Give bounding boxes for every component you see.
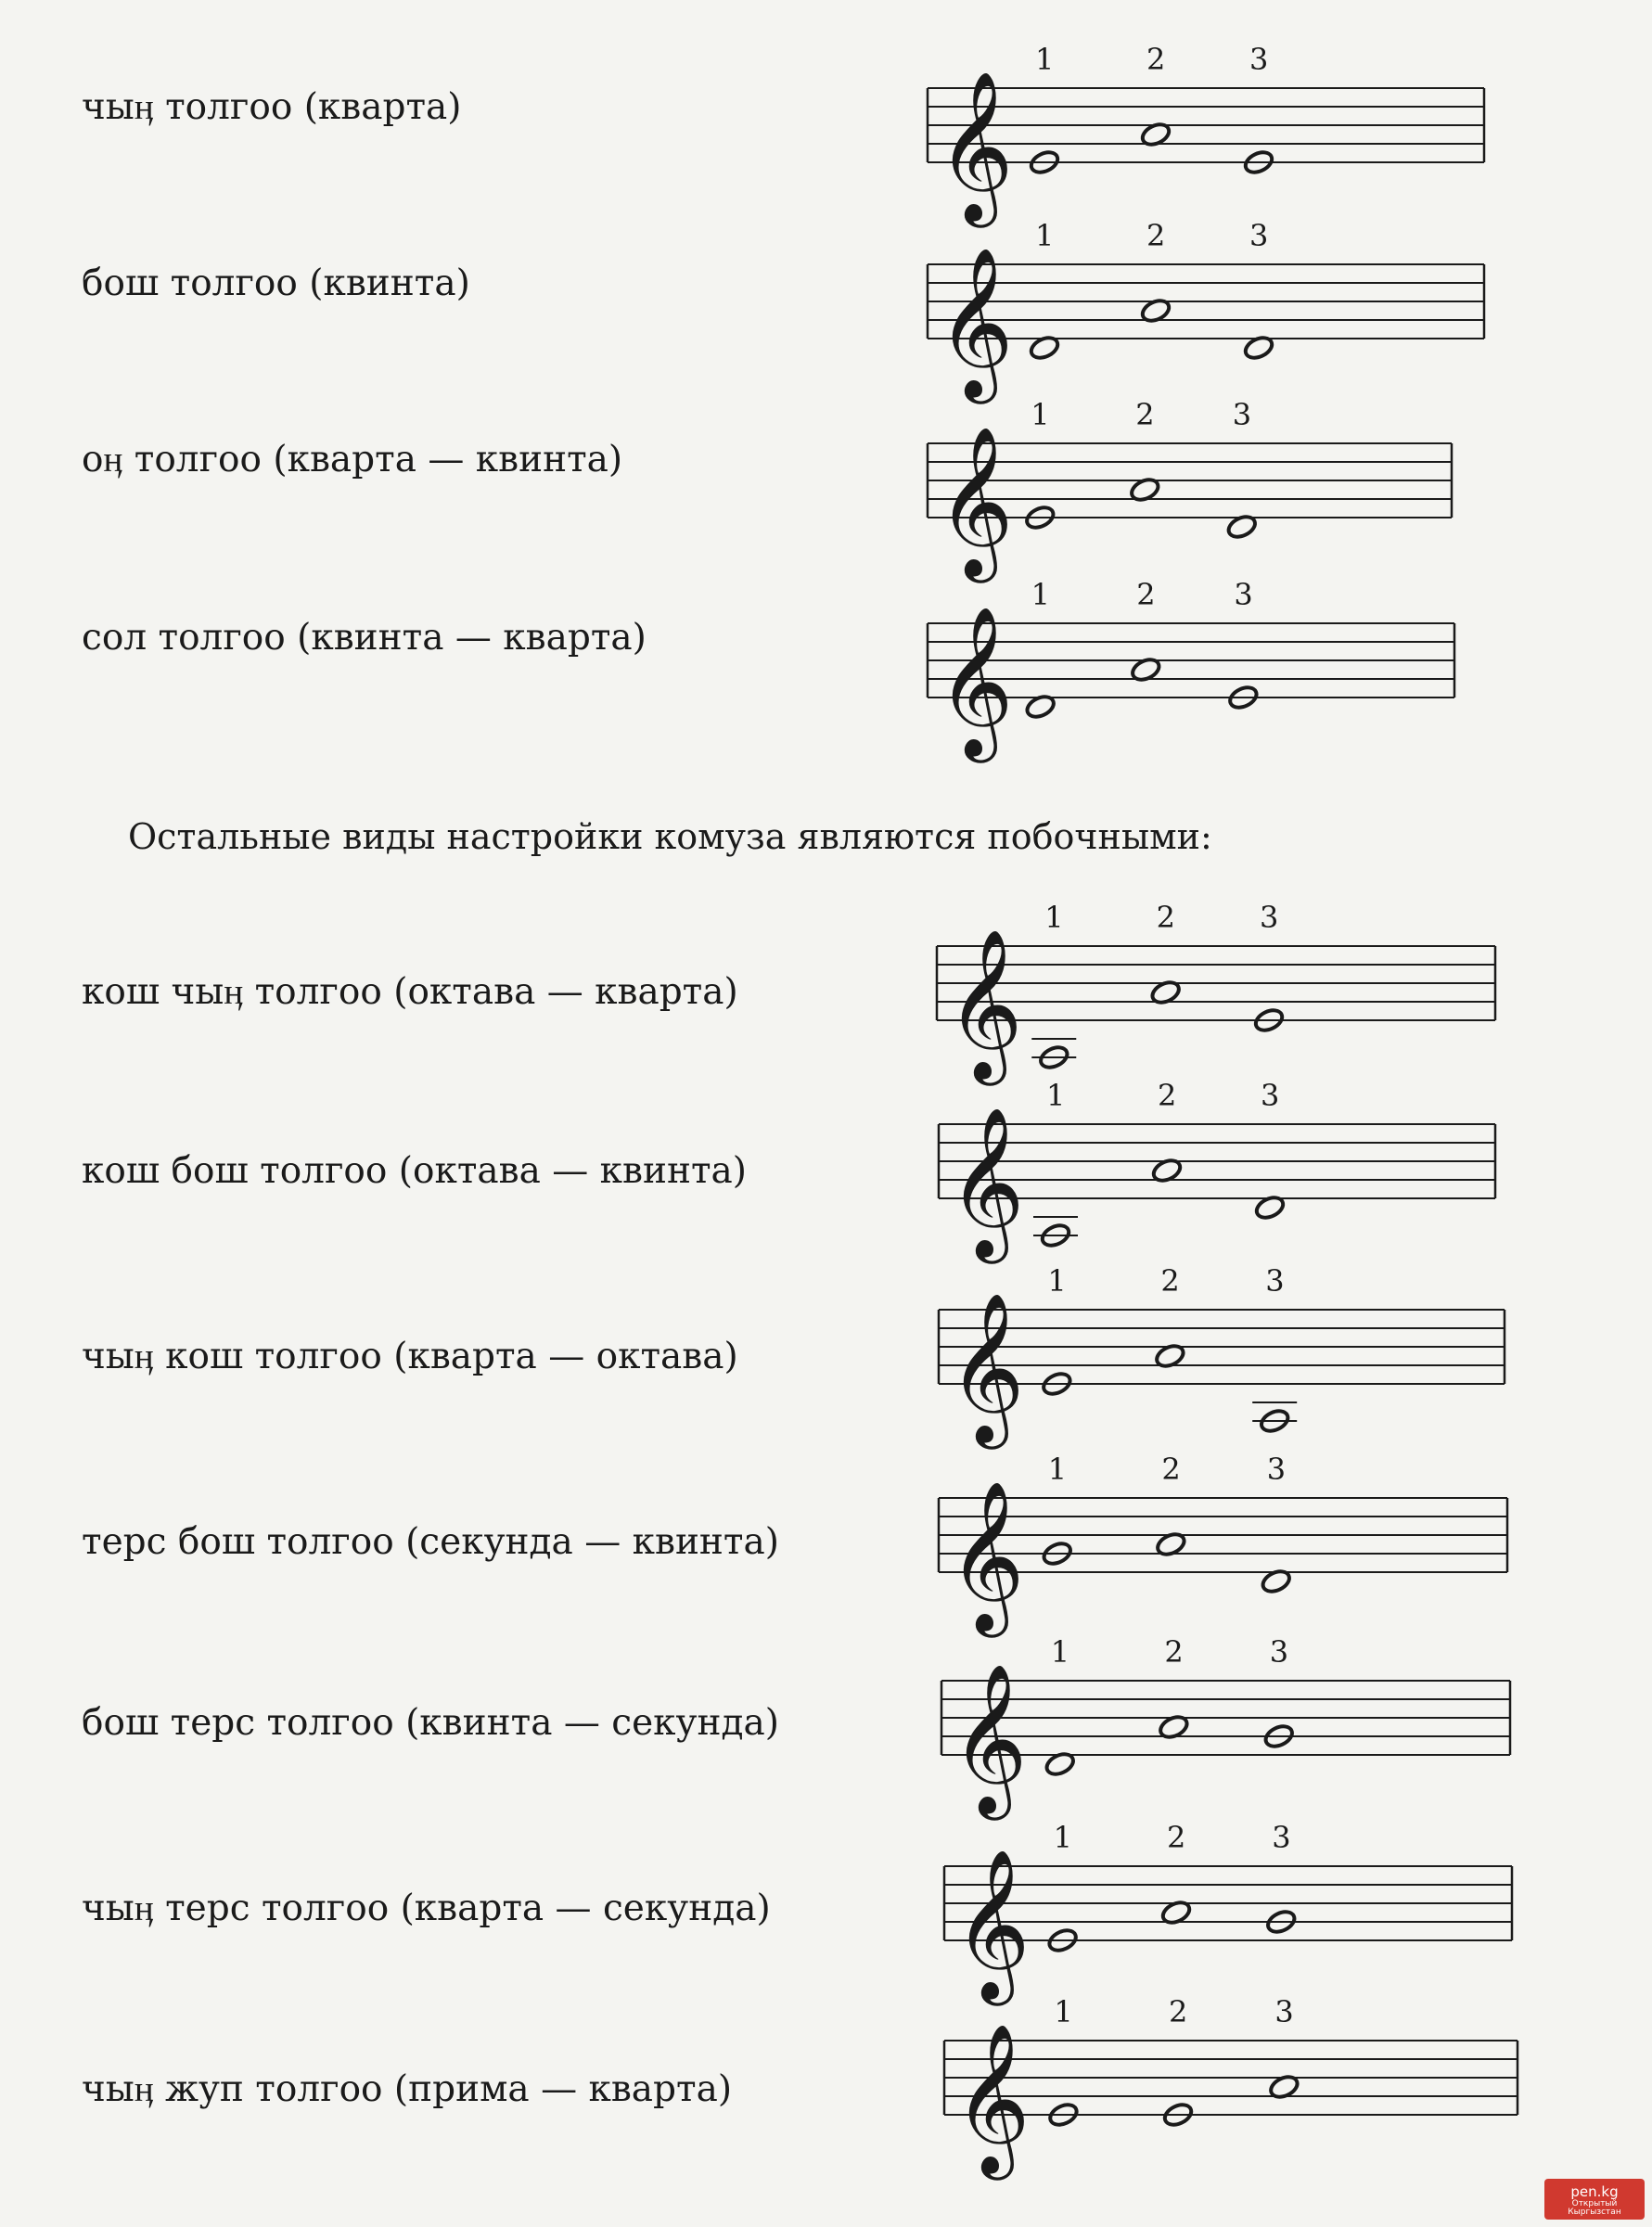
treble-clef-icon: 𝄞 <box>937 606 1014 757</box>
staff <box>939 1263 1505 1450</box>
tuning-label: чыӊ терс толгоо (кварта — секунда) <box>82 1888 771 1929</box>
string-number: 2 <box>1164 1634 1184 1670</box>
tuning-label: оӊ толгоо (кварта — квинта) <box>82 439 623 480</box>
string-number: 3 <box>1261 1078 1280 1113</box>
string-number: 3 <box>1274 1994 1294 2029</box>
string-number: 3 <box>1272 1820 1291 1855</box>
string-number: 2 <box>1161 1452 1181 1487</box>
treble-clef-icon: 𝄞 <box>951 1663 1028 1814</box>
string-number: 2 <box>1156 900 1176 935</box>
string-number: 1 <box>1035 218 1055 253</box>
string-number: 2 <box>1169 1994 1188 2029</box>
watermark-logo <box>1544 2179 1645 2220</box>
string-number: 3 <box>1265 1263 1285 1299</box>
staff <box>941 1634 1510 1821</box>
treble-clef-icon: 𝄞 <box>954 1849 1031 2000</box>
staff <box>928 218 1484 404</box>
string-number: 1 <box>1050 1634 1070 1670</box>
staff <box>944 1820 1512 2006</box>
staff <box>928 397 1452 583</box>
tuning-label: бош терс толгоо (квинта — секунда) <box>82 1702 779 1744</box>
string-number: 2 <box>1136 577 1156 612</box>
string-number: 3 <box>1260 900 1279 935</box>
treble-clef-icon: 𝄞 <box>937 247 1014 398</box>
tuning-label: кош чыӊ толгоо (октава — кварта) <box>82 971 738 1013</box>
treble-clef-icon: 𝄞 <box>937 426 1014 577</box>
string-number: 1 <box>1031 397 1050 432</box>
string-number: 2 <box>1160 1263 1180 1299</box>
treble-clef-icon: 𝄞 <box>948 1292 1025 1443</box>
string-number: 1 <box>1054 1994 1073 2029</box>
tuning-label: чыӊ кош толгоо (кварта — октава) <box>82 1336 738 1377</box>
staff <box>939 1452 1507 1638</box>
treble-clef-icon: 𝄞 <box>954 2023 1031 2174</box>
string-number: 1 <box>1047 1263 1067 1299</box>
string-number: 3 <box>1249 42 1269 77</box>
tuning-label: сол толгоо (квинта — кварта) <box>82 617 647 659</box>
treble-clef-icon: 𝄞 <box>948 1107 1025 1258</box>
treble-clef-icon: 𝄞 <box>946 928 1023 1080</box>
watermark-subtitle: Открытый Кыргызстан <box>1568 2198 1621 2218</box>
string-number: 1 <box>1035 42 1055 77</box>
tuning-label: бош толгоо (квинта) <box>82 262 470 304</box>
string-number: 3 <box>1249 218 1269 253</box>
staff <box>928 577 1454 763</box>
tuning-label: терс бош толгоо (секунда — квинта) <box>82 1521 779 1563</box>
string-number: 2 <box>1158 1078 1177 1113</box>
string-number: 3 <box>1266 1452 1287 1487</box>
tuning-label: кош бош толгоо (октава — квинта) <box>82 1150 748 1192</box>
staff <box>939 1078 1495 1264</box>
string-number: 1 <box>1031 577 1051 612</box>
staff <box>937 900 1495 1086</box>
tuning-label: чыӊ жуп толгоо (прима — кварта) <box>82 2068 733 2110</box>
treble-clef-icon: 𝄞 <box>937 70 1014 222</box>
tuning-label: чыӊ толгоо (кварта) <box>82 86 462 128</box>
heading: Остальные виды настройки комуза являются побочными: <box>128 816 1212 857</box>
string-number: 1 <box>1053 1820 1072 1855</box>
treble-clef-icon: 𝄞 <box>948 1480 1025 1632</box>
string-number: 2 <box>1167 1820 1186 1855</box>
staff <box>944 1994 1518 2181</box>
string-number: 2 <box>1135 397 1155 432</box>
string-number: 3 <box>1232 397 1252 432</box>
string-number: 2 <box>1146 42 1166 77</box>
string-number: 3 <box>1269 1634 1289 1670</box>
string-number: 1 <box>1046 1078 1066 1113</box>
string-number: 3 <box>1234 577 1253 612</box>
string-number: 2 <box>1146 218 1166 253</box>
staff <box>928 42 1484 228</box>
watermark-title: pen.kg <box>1570 2183 1619 2200</box>
string-number: 1 <box>1047 1452 1068 1487</box>
string-number: 1 <box>1044 900 1064 935</box>
